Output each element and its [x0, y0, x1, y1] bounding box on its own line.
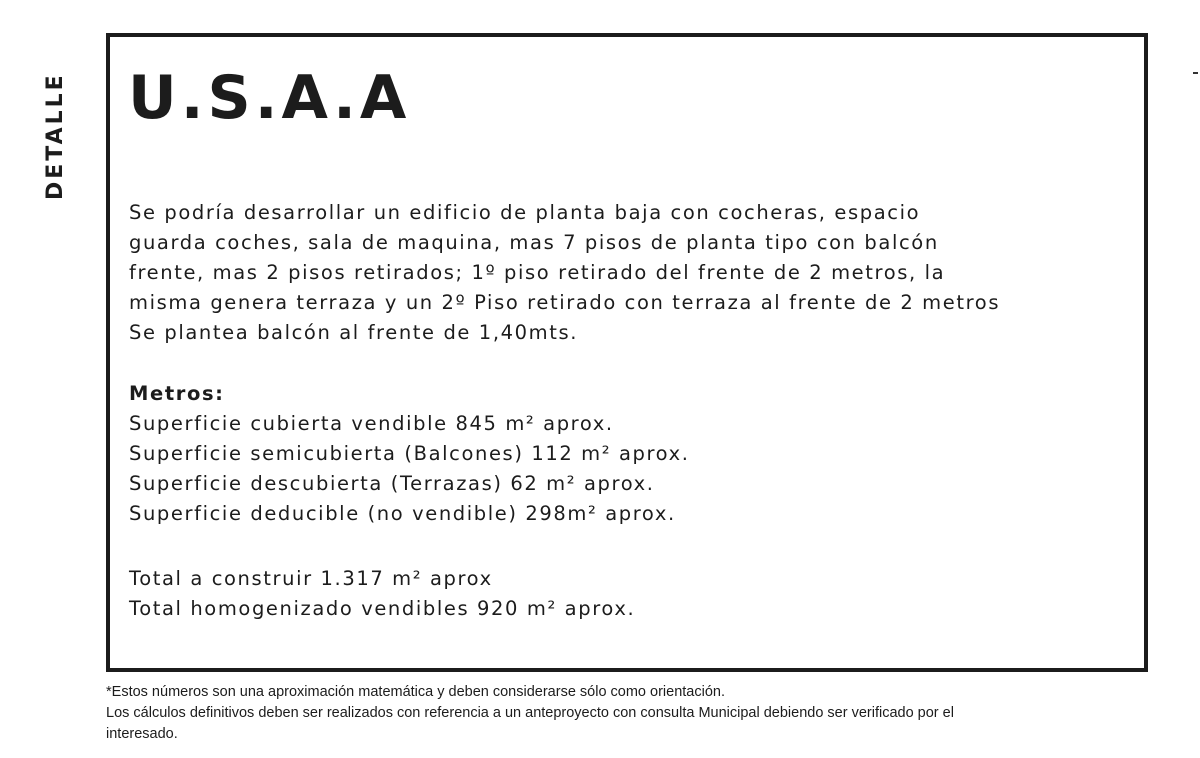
footnote	[106, 682, 954, 745]
metros-line: Superficie semicubierta (Balcones) 112 m² aprox.	[129, 442, 690, 465]
metros-line: Superficie deducible (no vendible) 298m² aprox.	[129, 502, 676, 525]
metros-line: Superficie descubierta (Terrazas) 62 m² aprox.	[129, 472, 655, 495]
metros-heading: Metros:	[129, 382, 225, 405]
description-line: Se plantea balcón al frente de 1,40mts.	[129, 321, 579, 344]
description	[129, 198, 1000, 348]
description-line: frente, mas 2 pisos retirados; 1º piso retirado del frente de 2 metros, la	[129, 261, 946, 284]
footnote-line: *Estos números son una aproximación matemática y deben considerarse sólo como orientación.	[106, 684, 725, 700]
totals-section	[129, 564, 635, 624]
description-line: guarda coches, sala de maquina, mas 7 pisos de planta tipo con balcón	[129, 231, 939, 254]
total-line: Total a construir 1.317 m² aprox	[129, 567, 493, 590]
edge-mark	[1193, 72, 1198, 74]
description-line: Se podría desarrollar un edificio de planta baja con cocheras, espacio	[129, 201, 921, 224]
metros-line: Superficie cubierta vendible 845 m² aprox.	[129, 412, 614, 435]
footnote-line: interesado.	[106, 726, 178, 742]
description-line: misma genera terraza y un 2º Piso retirado con terraza al frente de 2 metros	[129, 291, 1001, 314]
metros-section	[129, 379, 690, 529]
footnote-line: Los cálculos definitivos deben ser realizados con referencia a un anteproyecto con consulta Municipal debiendo ser verificado por el	[106, 705, 954, 721]
total-line: Total homogenizado vendibles 920 m² aprox.	[129, 597, 636, 620]
page-title: U.S.A.A	[128, 63, 411, 133]
side-label-detalle: DETALLE	[43, 72, 68, 200]
